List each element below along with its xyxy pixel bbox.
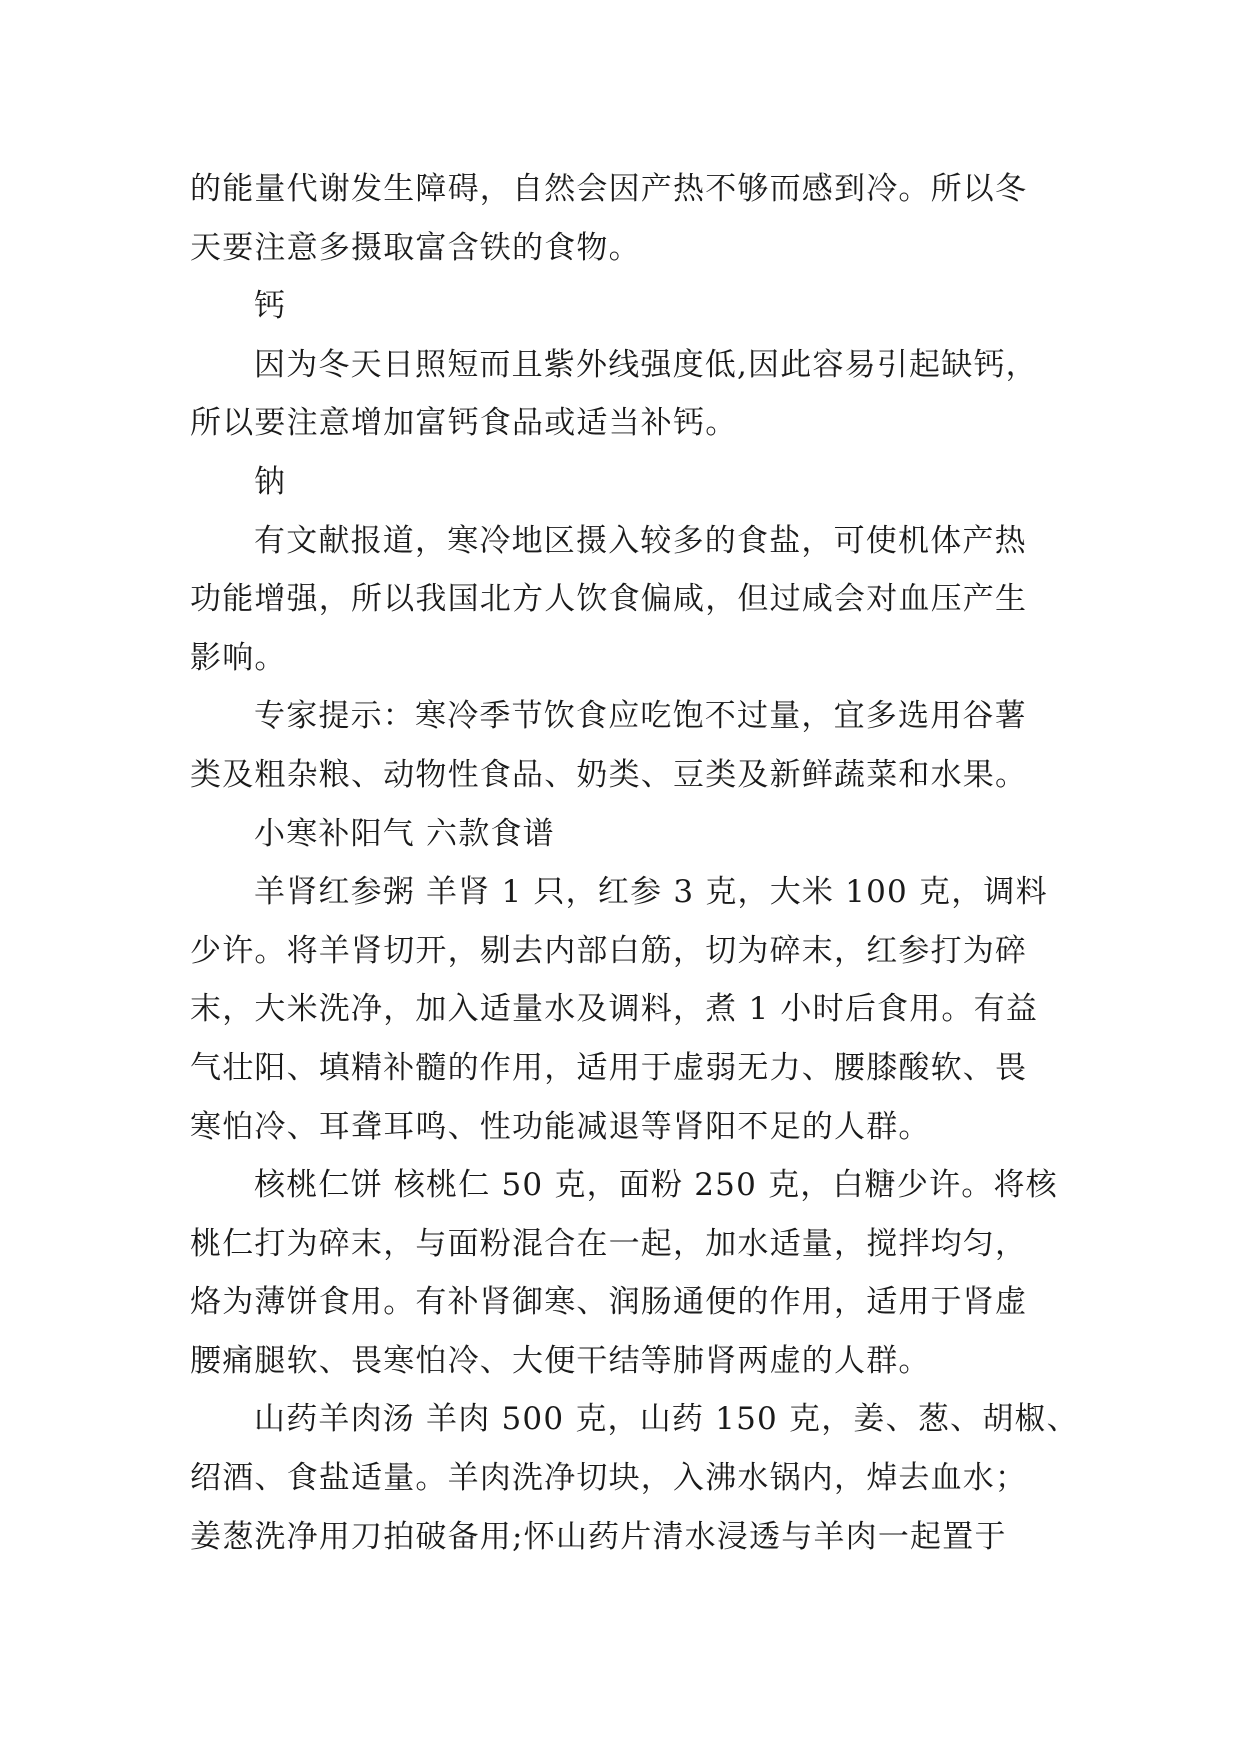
text-line: 类及粗杂粮、动物性食品、奶类、豆类及新鲜蔬菜和水果。 bbox=[190, 756, 1028, 793]
text-line: 功能增强，所以我国北方人饮食偏咸，但过咸会对血压产生 bbox=[190, 581, 1028, 618]
body-text bbox=[190, 160, 1079, 1566]
recipe-lamb-kidney-porridge: 羊肾红参粥 羊肾 1 只，红参 3 克，大米 100 克，调料 bbox=[254, 874, 1048, 911]
text-line: 姜葱洗净用刀拍破备用;怀山药片清水浸透与羊肉一起置于 bbox=[190, 1518, 1007, 1555]
text-line: 桃仁打为碎末，与面粉混合在一起，加水适量，搅拌均匀， bbox=[190, 1225, 1028, 1262]
section-heading-calcium: 钙 bbox=[254, 288, 287, 325]
section-heading-sodium: 钠 bbox=[254, 463, 287, 500]
text-line: 少许。将羊肾切开，剔去内部白筋，切为碎末，红参打为碎 bbox=[190, 932, 1028, 969]
text-line: 腰痛腿软、畏寒怕冷、大便干结等肺肾两虚的人群。 bbox=[190, 1342, 931, 1379]
text-line: 所以要注意增加富钙食品或适当补钙。 bbox=[190, 405, 738, 442]
text-line: 末，大米洗净，加入适量水及调料，煮 1 小时后食用。有益 bbox=[190, 991, 1039, 1028]
text-line: 有文献报道，寒冷地区摄入较多的食盐，可使机体产热 bbox=[254, 522, 1027, 559]
text-line: 的能量代谢发生障碍，自然会因产热不够而感到冷。所以冬 bbox=[190, 171, 1028, 207]
expert-tip: 专家提示：寒冷季节饮食应吃饱不过量，宜多选用谷薯 bbox=[254, 698, 1027, 735]
section-heading-recipes: 小寒补阳气 六款食谱 bbox=[254, 815, 555, 852]
text-line: 气壮阳、填精补髓的作用，适用于虚弱无力、腰膝酸软、畏 bbox=[190, 1049, 1028, 1086]
text-line: 寒怕冷、耳聋耳鸣、性功能减退等肾阳不足的人群。 bbox=[190, 1108, 931, 1145]
text-line: 绍酒、食盐适量。羊肉洗净切块，入沸水锅内，焯去血水； bbox=[190, 1460, 1028, 1497]
text-line: 影响。 bbox=[190, 639, 287, 676]
text-line: 烙为薄饼食用。有补肾御寒、润肠通便的作用，适用于肾虚 bbox=[190, 1284, 1028, 1321]
recipe-walnut-cake: 核桃仁饼 核桃仁 50 克，面粉 250 克，白糖少许。将核 bbox=[254, 1167, 1058, 1204]
text-line: 因为冬天日照短而且紫外线强度低,因此容易引起缺钙， bbox=[254, 346, 1038, 383]
recipe-yam-lamb-soup: 山药羊肉汤 羊肉 500 克，山药 150 克，姜、葱、胡椒、 bbox=[254, 1401, 1079, 1438]
text-line: 天要注意多摄取富含铁的食物。 bbox=[190, 229, 641, 266]
